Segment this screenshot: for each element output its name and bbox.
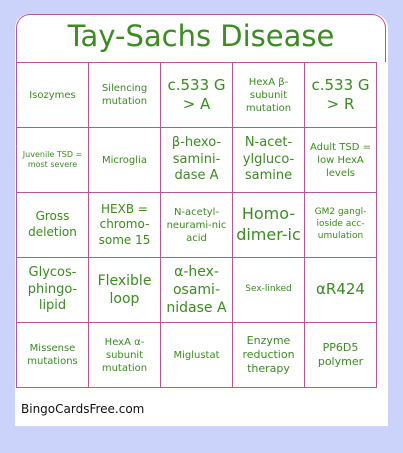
bingo-cell[interactable]: c.533 G > R xyxy=(305,63,377,128)
grid-row xyxy=(17,193,377,258)
bingo-cell[interactable]: Glycos-phingo-lipid xyxy=(17,258,89,323)
bingo-grid xyxy=(16,62,377,388)
bingo-cell[interactable]: Adult TSD = low HexA levels xyxy=(305,128,377,193)
bingo-cell[interactable]: N-acetyl-neurami-nic acid xyxy=(161,193,233,258)
bingo-cell[interactable]: c.533 G > A xyxy=(161,63,233,128)
bingo-cell[interactable]: HEXB = chromo-some 15 xyxy=(89,193,161,258)
bingo-cell[interactable]: Enzyme reduction therapy xyxy=(233,323,305,388)
bingo-cell[interactable]: Missense mutations xyxy=(17,323,89,388)
bingo-cell[interactable]: β-hexo-samini-dase A xyxy=(161,128,233,193)
bingo-cell[interactable]: Gross deletion xyxy=(17,193,89,258)
footer-branding: BingoCardsFree.com xyxy=(21,402,145,416)
bingo-cell[interactable]: αR424 xyxy=(305,258,377,323)
bingo-cell[interactable]: Microglia xyxy=(89,128,161,193)
bingo-cell[interactable]: N-acet-ylgluco-samine xyxy=(233,128,305,193)
grid-row xyxy=(17,258,377,323)
card-title: Tay-Sachs Disease xyxy=(16,14,386,62)
bingo-cell[interactable]: α-hex-osami-nidase A xyxy=(161,258,233,323)
bingo-cell[interactable]: Sex-linked xyxy=(233,258,305,323)
bingo-cell[interactable]: GM2 gangl-ioside acc-umulation xyxy=(305,193,377,258)
bingo-cell[interactable]: Juvenile TSD = most severe xyxy=(17,128,89,193)
bingo-cell[interactable]: HexA α-subunit mutation xyxy=(89,323,161,388)
grid-row xyxy=(17,128,377,193)
bingo-cell[interactable]: Miglustat xyxy=(161,323,233,388)
bingo-cell[interactable]: Silencing mutation xyxy=(89,63,161,128)
bingo-cell[interactable]: Flexible loop xyxy=(89,258,161,323)
bingo-cell[interactable]: Isozymes xyxy=(17,63,89,128)
bingo-cell[interactable]: Homo-dimer-ic xyxy=(233,193,305,258)
grid-row xyxy=(17,323,377,388)
bingo-cell[interactable]: PP6D5 polymer xyxy=(305,323,377,388)
grid-row xyxy=(17,63,377,128)
bingo-cell[interactable]: HexA β-subunit mutation xyxy=(233,63,305,128)
